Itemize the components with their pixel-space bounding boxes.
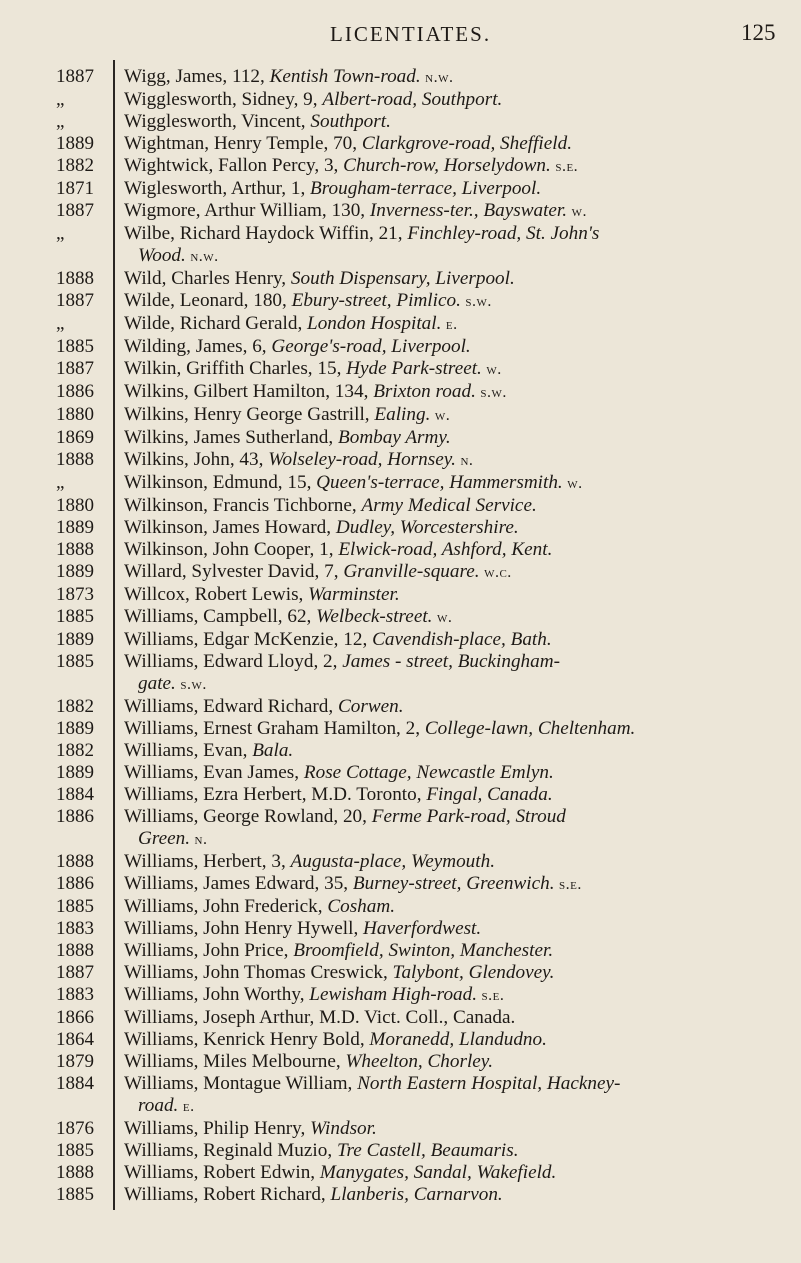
entry-text <box>124 651 776 696</box>
entry-list <box>0 66 801 1206</box>
entry-name: Wilkin, Griffith Charles, 15, <box>124 358 347 379</box>
entry-district: w. <box>481 361 502 378</box>
entry-name: Wilde, Richard Gerald, <box>124 313 308 334</box>
entry-name: Williams, Philip Henry, <box>124 1118 311 1139</box>
entry-address: Dudley, Worcestershire. <box>335 517 519 538</box>
entry-address: Augusta-place, Weymouth. <box>290 851 495 872</box>
entry-address-continued: Green. <box>138 828 191 849</box>
entry-continuation <box>124 828 776 851</box>
entry-address: Tre Castell, Beaumaris. <box>336 1140 519 1161</box>
entry-address: Albert-road, Southport. <box>322 89 503 110</box>
entry-address: Southport. <box>310 111 391 132</box>
entry-name: Wilkins, John, 43, <box>124 449 269 470</box>
entry-address: Army Medical Service. <box>361 495 537 516</box>
entry-year: „ <box>56 313 65 334</box>
entry-name: Wigmore, Arthur William, 130, <box>124 200 370 221</box>
entry-address: Church-row, Horselydown. <box>343 155 551 176</box>
list-item <box>0 696 801 718</box>
list-item <box>0 740 801 762</box>
entry-year: 1887 <box>56 962 94 983</box>
entry-name: Wilkinson, Francis Tichborne, <box>124 495 362 516</box>
entry-address: Bombay Army. <box>338 427 451 448</box>
entry-text <box>124 200 776 223</box>
list-item <box>0 517 801 539</box>
entry-text <box>124 449 776 472</box>
entry-year: „ <box>56 89 65 110</box>
entry-address: Ealing. <box>374 404 431 425</box>
entry-name: Wilkins, Henry George Gastrill, <box>124 404 375 425</box>
entry-address: Talybont, Glendovey. <box>392 962 555 983</box>
entry-name: Wilding, James, 6, <box>124 336 272 357</box>
list-item <box>0 1051 801 1073</box>
entry-year: „ <box>56 472 65 493</box>
entry-address-continued: Wood. <box>138 245 186 266</box>
entry-year: 1883 <box>56 918 94 939</box>
list-item <box>0 896 801 918</box>
entry-year: 1889 <box>56 762 94 783</box>
entry-district: n. <box>455 452 474 469</box>
entry-address: Queen's-terrace, Hammersmith. <box>316 472 563 493</box>
entry-text <box>124 1140 776 1162</box>
entry-name: Williams, John Thomas Creswick, <box>124 962 393 983</box>
entry-name: Williams, John Price, <box>124 940 294 961</box>
entry-name: Wild, Charles Henry, <box>124 268 291 289</box>
entry-name: Williams, James Edward, 35, <box>124 873 353 894</box>
entry-address: James - street, Buckingham- <box>342 651 560 672</box>
entry-year: 1888 <box>56 268 94 289</box>
entry-year: 1888 <box>56 539 94 560</box>
entry-address: Brixton road. <box>373 381 476 402</box>
entry-name: Williams, Edward Richard, <box>124 696 338 717</box>
entry-address: Ebury-street, Pimlico. <box>291 290 461 311</box>
entry-text <box>124 381 776 404</box>
entry-text <box>124 896 776 918</box>
entry-text <box>124 1051 776 1073</box>
entry-address: Manygates, Sandal, Wakefield. <box>319 1162 557 1183</box>
entry-text <box>124 873 776 896</box>
list-item <box>0 806 801 851</box>
entry-text <box>124 358 776 381</box>
entry-text <box>124 1029 776 1051</box>
entry-name: Williams, John Henry Hywell, <box>124 918 364 939</box>
list-item <box>0 962 801 984</box>
list-item <box>0 561 801 584</box>
entry-year: 1888 <box>56 940 94 961</box>
entry-address: North Eastern Hospital, Hackney- <box>357 1073 621 1094</box>
entry-text <box>124 290 776 313</box>
entry-address: Ferme Park-road, Stroud <box>371 806 566 827</box>
list-item <box>0 200 801 223</box>
list-item <box>0 718 801 740</box>
entry-year: 1880 <box>56 404 94 425</box>
entry-name: Williams, Reginald Muzio, <box>124 1140 337 1161</box>
entry-text <box>124 1162 776 1184</box>
list-item <box>0 111 801 133</box>
list-item <box>0 178 801 200</box>
entry-name: Wilde, Leonard, 180, <box>124 290 292 311</box>
list-item <box>0 851 801 873</box>
entry-text <box>124 268 776 290</box>
entry-address: Llanberis, Carnarvon. <box>330 1184 503 1205</box>
entry-address: Corwen. <box>337 696 404 717</box>
entry-address: Cosham. <box>327 896 396 917</box>
entry-district: s.w. <box>475 384 507 401</box>
entry-year: „ <box>56 111 65 132</box>
entry-district: w. <box>430 407 451 424</box>
entry-address: Welbeck-street. <box>316 606 433 627</box>
list-item <box>0 472 801 495</box>
entry-text <box>124 584 776 606</box>
entry-year: 1889 <box>56 133 94 154</box>
entry-district: w. <box>567 203 587 220</box>
list-item <box>0 1007 801 1029</box>
entry-text <box>124 851 776 873</box>
entry-text <box>124 133 776 155</box>
entry-text <box>124 984 776 1007</box>
entry-address: Finchley-road, St. John's <box>407 223 600 244</box>
entry-address: Moranedd, Llandudno. <box>369 1029 547 1050</box>
entry-continuation <box>124 245 776 268</box>
entry-year: 1889 <box>56 718 94 739</box>
entry-continuation <box>124 1095 776 1118</box>
list-item <box>0 495 801 517</box>
list-item <box>0 873 801 896</box>
entry-text <box>124 223 776 268</box>
entry-name: Wilkins, James Sutherland, <box>124 427 338 448</box>
entry-year: 1873 <box>56 584 94 605</box>
list-item <box>0 89 801 111</box>
entry-text <box>124 1118 776 1140</box>
entry-name: Williams, Montague William, <box>124 1073 358 1094</box>
entry-text <box>124 718 776 740</box>
list-item <box>0 606 801 629</box>
page-header <box>0 16 801 46</box>
list-item <box>0 762 801 784</box>
entry-year: 1885 <box>56 1140 94 1161</box>
entry-text <box>124 66 776 89</box>
entry-address: Broomfield, Swinton, Manchester. <box>293 940 554 961</box>
list-item <box>0 404 801 427</box>
entry-district: w. <box>562 475 583 492</box>
list-item <box>0 66 801 89</box>
entry-address: Bala. <box>252 740 294 761</box>
entry-address: Burney-street, Greenwich. <box>352 873 555 894</box>
entry-text <box>124 696 776 718</box>
entry-text <box>124 89 776 111</box>
entry-year: 1887 <box>56 358 94 379</box>
entry-district: s.w. <box>175 676 207 693</box>
entry-year: 1866 <box>56 1007 94 1028</box>
entry-text <box>124 1073 776 1118</box>
entry-text <box>124 561 776 584</box>
list-item <box>0 223 801 268</box>
entry-name: Wightwick, Fallon Percy, 3, <box>124 155 344 176</box>
entry-year: 1879 <box>56 1051 94 1072</box>
entry-year: 1888 <box>56 1162 94 1183</box>
list-item <box>0 1162 801 1184</box>
list-item <box>0 1029 801 1051</box>
entry-text <box>124 517 776 539</box>
list-item <box>0 1118 801 1140</box>
entry-name: Wilkinson, John Cooper, 1, <box>124 539 339 560</box>
entry-name: Williams, Joseph Arthur, M.D. Vict. Coll., Canada. <box>124 1007 516 1028</box>
entry-address: London Hospital. <box>307 313 442 334</box>
entry-district: e. <box>441 316 458 333</box>
entry-text <box>124 472 776 495</box>
entry-name: Williams, Edward Lloyd, 2, <box>124 651 343 672</box>
entry-year: 1886 <box>56 873 94 894</box>
entry-year: 1884 <box>56 784 94 805</box>
entry-address: Haverfordwest. <box>363 918 482 939</box>
entry-name: Willcox, Robert Lewis, <box>124 584 309 605</box>
entry-address: George's-road, Liverpool. <box>271 336 471 357</box>
entry-text <box>124 962 776 984</box>
entry-address: Kentish Town-road. <box>269 66 421 87</box>
entry-text <box>124 1184 776 1206</box>
list-item <box>0 651 801 696</box>
entry-year: 1882 <box>56 740 94 761</box>
entry-name: Williams, Herbert, 3, <box>124 851 291 872</box>
entry-district: n. <box>190 831 208 848</box>
entry-address: Clarkgrove-road, Sheffield. <box>361 133 572 154</box>
entry-district: s.e. <box>477 987 505 1004</box>
entry-address: College-lawn, Cheltenham. <box>424 718 636 739</box>
entry-district: n.w. <box>420 69 454 86</box>
list-item <box>0 336 801 358</box>
entry-district: w.c. <box>479 564 512 581</box>
entry-year: 1883 <box>56 984 94 1005</box>
list-item <box>0 539 801 561</box>
entry-year: 1886 <box>56 381 94 402</box>
entry-name: Williams, Robert Edwin, <box>124 1162 320 1183</box>
entry-text <box>124 313 776 336</box>
entry-name: Williams, George Rowland, 20, <box>124 806 372 827</box>
list-item <box>0 449 801 472</box>
entry-year: 1889 <box>56 517 94 538</box>
entry-text <box>124 336 776 358</box>
entry-address: Wheelton, Chorley. <box>345 1051 494 1072</box>
entry-name: Williams, Evan, <box>124 740 253 761</box>
list-item <box>0 784 801 806</box>
entry-text <box>124 495 776 517</box>
entry-name: Wilbe, Richard Haydock Wiffin, 21, <box>124 223 408 244</box>
entry-year: 1887 <box>56 66 94 87</box>
entry-address: Rose Cottage, Newcastle Emlyn. <box>303 762 554 783</box>
list-item <box>0 1140 801 1162</box>
entry-year: 1885 <box>56 1184 94 1205</box>
entry-year: 1864 <box>56 1029 94 1050</box>
entry-name: Williams, Kenrick Henry Bold, <box>124 1029 370 1050</box>
list-item <box>0 155 801 178</box>
list-item <box>0 584 801 606</box>
entry-text <box>124 762 776 784</box>
page-number: 125 <box>741 20 776 45</box>
entry-district: n.w. <box>185 248 219 265</box>
entry-address: Brougham-terrace, Liverpool. <box>310 178 542 199</box>
list-item <box>0 133 801 155</box>
entry-address: South Dispensary, Liverpool. <box>290 268 515 289</box>
entry-year: 1889 <box>56 629 94 650</box>
entry-year: 1885 <box>56 606 94 627</box>
entry-year: 1869 <box>56 427 94 448</box>
entry-text <box>124 629 776 651</box>
entry-text <box>124 111 776 133</box>
list-item <box>0 381 801 404</box>
entry-name: Williams, Ernest Graham Hamilton, 2, <box>124 718 425 739</box>
entry-name: Willard, Sylvester David, 7, <box>124 561 344 582</box>
list-item <box>0 313 801 336</box>
entry-year: 1886 <box>56 806 94 827</box>
entry-year: „ <box>56 223 65 244</box>
entry-year: 1889 <box>56 561 94 582</box>
entry-year: 1888 <box>56 449 94 470</box>
list-item <box>0 940 801 962</box>
entry-address: Cavendish-place, Bath. <box>372 629 552 650</box>
entry-year: 1887 <box>56 290 94 311</box>
entry-address: Granville-square. <box>343 561 480 582</box>
entry-name: Wigg, James, 112, <box>124 66 270 87</box>
entry-name: Wilkinson, James Howard, <box>124 517 336 538</box>
entry-text <box>124 806 776 851</box>
list-item <box>0 427 801 449</box>
entry-name: Williams, Evan James, <box>124 762 304 783</box>
entry-address: Windsor. <box>310 1118 377 1139</box>
entry-address: Inverness-ter., Bayswater. <box>369 200 568 221</box>
entry-name: Wightman, Henry Temple, 70, <box>124 133 362 154</box>
entry-year: 1885 <box>56 336 94 357</box>
entry-address: Wolseley-road, Hornsey. <box>268 449 456 470</box>
entry-continuation <box>124 673 776 696</box>
entry-name: Williams, Miles Melbourne, <box>124 1051 346 1072</box>
entry-year: 1882 <box>56 155 94 176</box>
entry-year: 1876 <box>56 1118 94 1139</box>
entry-district: s.e. <box>554 876 582 893</box>
list-item <box>0 918 801 940</box>
entry-district: w. <box>432 609 453 626</box>
entry-name: Williams, Campbell, 62, <box>124 606 317 627</box>
entry-text <box>124 155 776 178</box>
list-item <box>0 629 801 651</box>
running-title: LICENTIATES. <box>330 22 492 46</box>
entry-address: Warminster. <box>308 584 400 605</box>
entry-year: 1885 <box>56 896 94 917</box>
entry-address: Lewisham High-road. <box>309 984 478 1005</box>
entry-name: Wigglesworth, Vincent, <box>124 111 311 132</box>
entry-address: Fingal, Canada. <box>426 784 553 805</box>
entry-year: 1884 <box>56 1073 94 1094</box>
entry-name: Williams, John Frederick, <box>124 896 328 917</box>
entry-name: Wiglesworth, Arthur, 1, <box>124 178 311 199</box>
entry-text <box>124 404 776 427</box>
entry-address-continued: gate. <box>138 673 176 694</box>
entry-year: 1882 <box>56 696 94 717</box>
entry-text <box>124 178 776 200</box>
entry-district: s.w. <box>460 293 492 310</box>
entry-text <box>124 740 776 762</box>
entry-text <box>124 940 776 962</box>
list-item <box>0 358 801 381</box>
entry-name: Wilkins, Gilbert Hamilton, 134, <box>124 381 374 402</box>
entry-address-continued: road. <box>138 1095 179 1116</box>
entry-district: s.e. <box>550 158 579 175</box>
entry-name: Williams, Edgar McKenzie, 12, <box>124 629 373 650</box>
entry-text <box>124 606 776 629</box>
list-item <box>0 1073 801 1118</box>
entry-text <box>124 1007 776 1029</box>
entry-name: Williams, Robert Richard, <box>124 1184 331 1205</box>
entry-text <box>124 784 776 806</box>
entry-year: 1880 <box>56 495 94 516</box>
entry-text <box>124 427 776 449</box>
entry-year: 1885 <box>56 651 94 672</box>
entry-text <box>124 918 776 940</box>
entry-name: Williams, Ezra Herbert, M.D. Toronto, <box>124 784 427 805</box>
list-item <box>0 984 801 1007</box>
entry-address: Elwick-road, Ashford, Kent. <box>338 539 553 560</box>
list-item <box>0 1184 801 1206</box>
list-item <box>0 290 801 313</box>
entry-year: 1887 <box>56 200 94 221</box>
entry-name: Wilkinson, Edmund, 15, <box>124 472 317 493</box>
entry-text <box>124 539 776 561</box>
entry-name: Wigglesworth, Sidney, 9, <box>124 89 323 110</box>
entry-year: 1888 <box>56 851 94 872</box>
entry-address: Hyde Park-street. <box>346 358 482 379</box>
entry-year: 1871 <box>56 178 94 199</box>
entry-name: Williams, John Worthy, <box>124 984 310 1005</box>
list-item <box>0 268 801 290</box>
entry-district: e. <box>178 1098 195 1115</box>
